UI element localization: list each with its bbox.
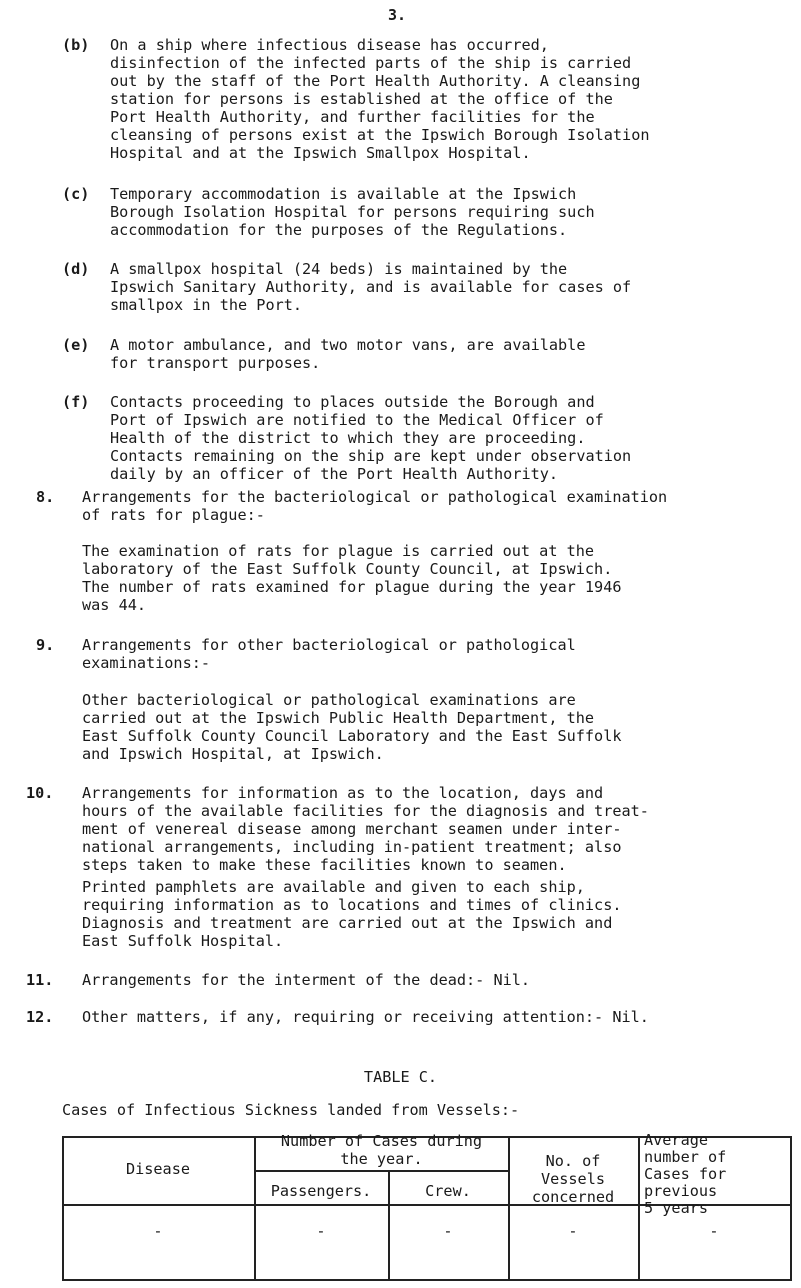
table-cell: - [443,1222,453,1240]
page-number: 3. [388,6,407,24]
table-cell: - [568,1222,578,1240]
section-number: 12. [26,1008,54,1026]
section-heading: Arrangements for other bacteriological or pathological examinations:- [82,636,576,672]
item-label: (d) [62,260,90,278]
table-cell: - [153,1222,163,1240]
section-heading: Arrangements for information as to the location, days and hours of the available facilities for the diagnosis and treat- ment of venereal disease among merchant seamen under inter- national arrangements, including in-patient treatment; also steps taken to make these facilities known to seamen. [82,784,649,874]
table-title: TABLE C. [363,1068,438,1086]
section-number: 8. [36,488,55,506]
item-text: On a ship where infectious disease has occurred, disinfection of the infected parts of the ship is carried out by the staff of the Port Health Authority. A cleansing station for persons is established at the office of the Port Health Authority, and further facilities for the cleansing of persons exist at the Ipswich Borough Isolation Hospital and at the Ipswich Smallpox Hospital. [110,36,650,162]
item-text: Temporary accommodation is available at the Ipswich Borough Isolation Hospital for persons requiring such accommodation for the purposes of the Regulations. [110,185,595,239]
section-number: 9. [36,636,55,654]
section-heading: Arrangements for the interment of the dead:- Nil. [82,971,531,989]
section-heading: Other matters, if any, requiring or receiving attention:- Nil. [82,1008,649,1026]
item-label: (f) [62,393,90,411]
item-text: Contacts proceeding to places outside the Borough and Port of Ipswich are notified to the Medical Officer of Health of the district to which they are proceeding. Contacts remaining on the ship are kept under observation daily by an officer of the Port Health Authority. [110,393,632,483]
header-vessels-concerned: No. of Vessels concerned [531,1152,615,1206]
section-heading: Arrangements for the bacteriological or pathological examination of rats for plague:- [82,488,668,524]
item-label: (b) [62,36,90,54]
header-number-of-cases: Number of Cases during the year. [280,1132,483,1168]
section-body: Printed pamphlets are available and given to each ship, requiring information as to locations and times of clinics. Diagnosis and treatment are carried out at the Ipswich and East Suffolk Hospital. [82,878,622,950]
item-label: (c) [62,185,90,203]
header-passengers: Passengers. [270,1182,372,1200]
section-body: The examination of rats for plague is carried out at the laboratory of the East Suffolk County Council, at Ipswich. The number of rats examined for plague during the year 1946 was 44. [82,542,622,614]
header-disease: Disease [125,1160,190,1178]
table-caption: Cases of Infectious Sickness landed from Vessels:- [62,1101,520,1119]
table-cell: - [709,1222,719,1240]
section-number: 10. [26,784,54,802]
item-label: (e) [62,336,90,354]
header-average-cases: Average number of Cases for previous 5 years [644,1131,727,1217]
section-number: 11. [26,971,54,989]
infectious-sickness-table [62,1131,792,1281]
header-crew: Crew. [425,1182,471,1200]
item-text: A smallpox hospital (24 beds) is maintained by the Ipswich Sanitary Authority, and is available for cases of smallpox in the Port. [110,260,632,314]
table-cell: - [316,1222,326,1240]
item-text: A motor ambulance, and two motor vans, are available for transport purposes. [110,336,586,372]
section-body: Other bacteriological or pathological examinations are carried out at the Ipswich Public Health Department, the East Suffolk County Council Laboratory and the East Suffolk and Ipswich Hospital, at Ipswich. [82,691,622,763]
